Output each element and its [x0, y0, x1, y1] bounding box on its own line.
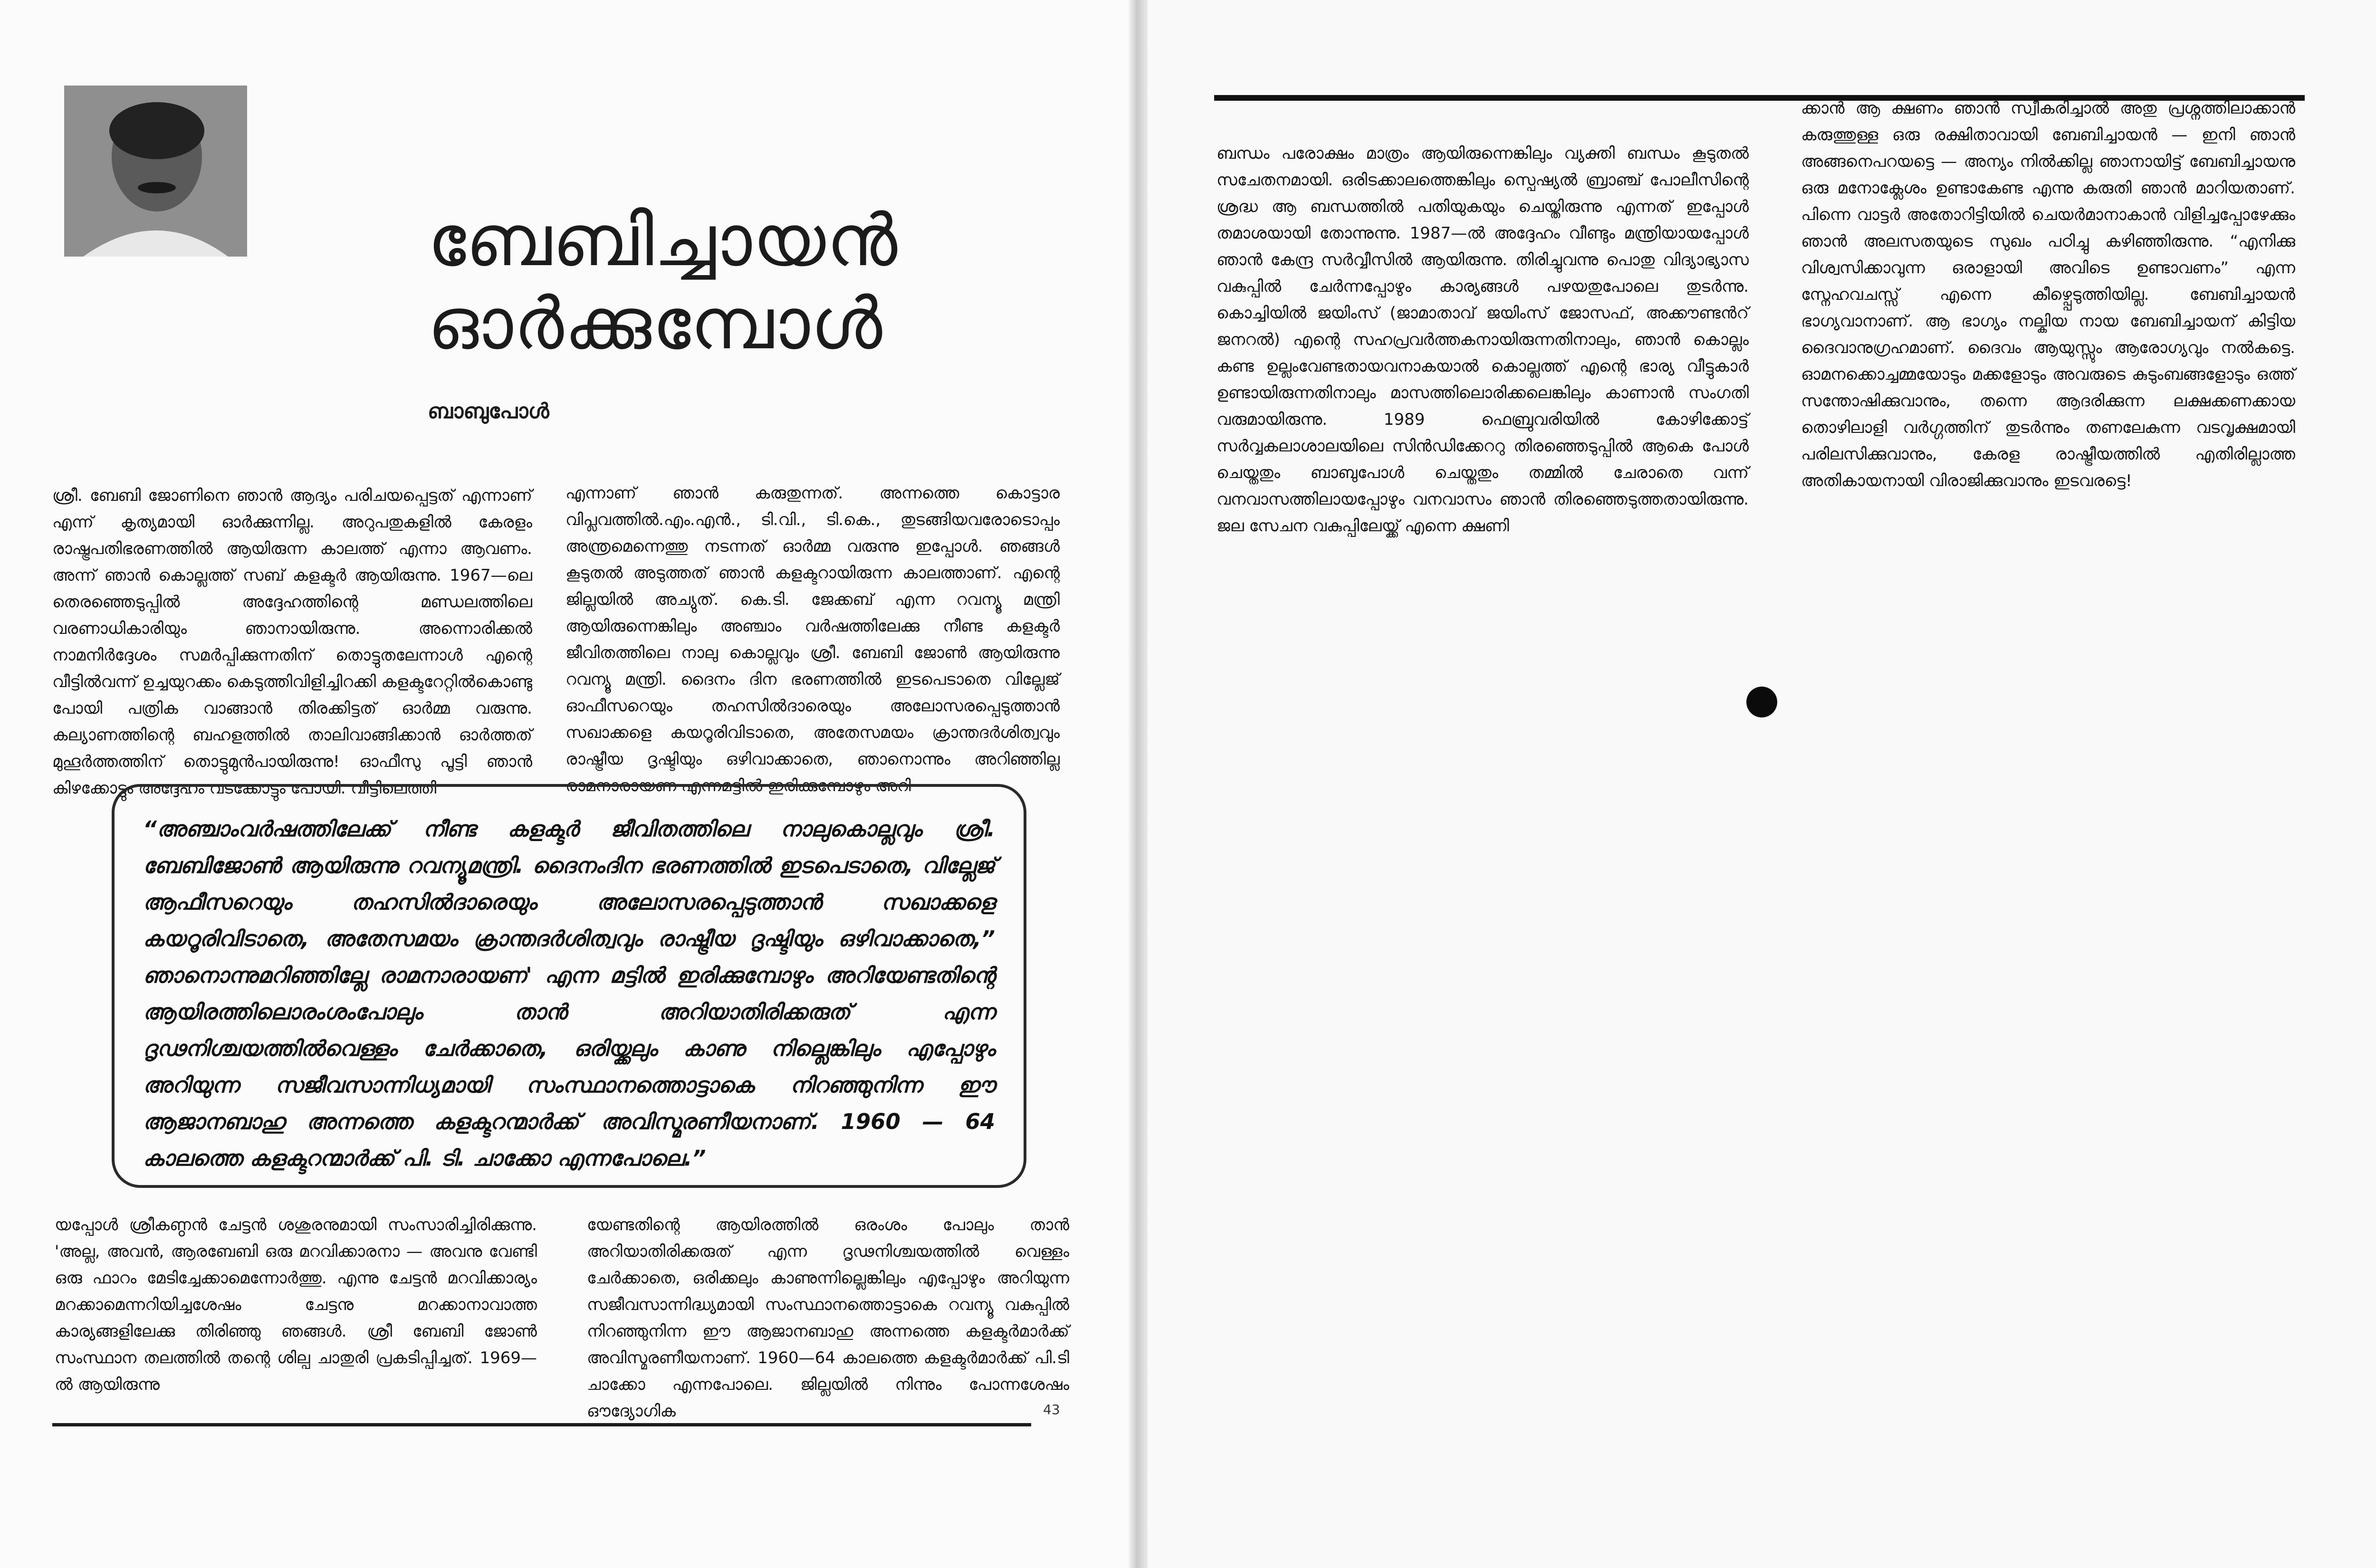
right-column-1 [1217, 140, 1749, 684]
bottom-column-1-text: യപ്പോൾ ശ്രീകണ്ഠൻ ചേട്ടൻ ശശുരനുമായി സംസാരിച്ചിരിക്കുന്നു. 'അല്ല, അവൻ, ആരബേബി ഒരു മറവിക്കാരനാ — അവനു വേണ്ടി ഒരു ഫാറം മേടിച്ചേക്കാമെന്നോർത്തു. എന്നു ചേട്ടൻ മറവിക്കാര്യം മറക്കാമെന്നറിയിച്ചശേഷം ചേട്ടനു മറക്കാനാവാത്ത കാര്യങ്ങളിലേക്കു തിരിഞ്ഞു ഞങ്ങൾ. ശ്രീ ബേബി ജോൺ സംസ്ഥാന തലത്തിൽ തന്റെ ശില്പ ചാതുരി പ്രകടിപ്പിച്ചത്. 1969—ൽ ആയിരുന്നു [55, 1215, 537, 1394]
ink-dot [1746, 687, 1777, 717]
headline-line-2: ഓർക്കുമ്പോൾ [428, 283, 883, 365]
page-number: 43 [1043, 1402, 1060, 1417]
bottom-column-2-text: യേണ്ടതിന്റെ ആയിരത്തിൽ ഒരംശം പോലും താൻ അറിയാതിരിക്കരുത് എന്ന ദൃഢനിശ്ചയത്തിൽ വെള്ളം ചേർക്കാതെ, ഒരിക്കലും കാണുന്നില്ലെങ്കിലും എപ്പോഴും അറിയുന്ന സജീവസാന്നിദ്ധ്യമായി സംസ്ഥാനത്തൊട്ടാകെ റവന്യൂ വകുപ്പിൽ നിറഞ്ഞുനിന്ന ഈ ആജാനബാഹു അന്നത്തെ കളക്ടർമാർക്ക് അവിസ്മരണീയനാണ്. 1960—64 കാലത്തെ കളക്ടർമാർക്ക് പി.ടി ചാക്കോ എന്നപോലെ. ജില്ലയിൽ നിന്നും പോന്നശേഷം ഔദ്യോഗിക [587, 1215, 1069, 1421]
right-column-2 [1801, 95, 2295, 660]
right-column-2-text: ക്കാൻ ആ ക്ഷണം ഞാൻ സ്വീകരിച്ചാൽ അതു പ്രശ്നത്തിലാക്കാൻ കരുത്തുള്ള ഒരു രക്ഷിതാവായി ബേബിച്ചായൻ — ഇനി ഞാൻ അങ്ങനെപറയട്ടെ — അന്യം നിൽക്കില്ല ഞാനായിട്ട് ബേബിച്ചായനു ഒരു മനോക്ലേശം ഉണ്ടാകേണ്ട എന്നു കരുതി ഞാൻ മാറിയതാണ്. പിന്നെ വാട്ടർ അതോറിട്ടിയിൽ ചെയർമാനാകാൻ വിളിച്ചപ്പോഴേക്കും ഞാൻ അലസതയുടെ സുഖം പഠിച്ചു കഴിഞ്ഞിരുന്നു. “എനിക്കു വിശ്വസിക്കാവുന്ന ഒരാളായി അവിടെ ഉണ്ടാവണം” എന്ന സ്നേഹവചസ്സ് എന്നെ കീഴ്പ്പെടുത്തിയില്ല. ബേബിച്ചായൻ ഭാഗ്യവാനാണ്. ആ ഭാഗ്യം നല്കിയ നായ ബേബിച്ചായന് കിട്ടിയ ദൈവാനുഗ്രഹമാണ്. ദൈവം ആയുസ്സും ആരോഗ്യവും നൽകട്ടെ. ഓമനക്കൊച്ചമ്മയോടും മക്കളോടും അവരുടെ കുടുംബങ്ങളോടും ഒത്ത് സന്തോഷിക്കുവാനും, തന്നെ ആദരിക്കുന്ന ലക്ഷക്കണക്കായ തൊഴിലാളി വർഗ്ഗത്തിന് തുടർന്നും തണലേകുന്ന വടവൃക്ഷമായി പരിലസിക്കുവാനും, കേരള രാഷ്ട്രീയത്തിൽ എതിരില്ലാത്ത അതികായനായി വിരാജിക്കുവാനും ഇടവരട്ടെ! [1801, 99, 2295, 490]
right-column-1-text: ബന്ധം പരോക്ഷം മാത്രം ആയിരുന്നെങ്കിലും വ്യക്തി ബന്ധം കൂടുതൽ സചേതനമായി. ഒരിടക്കാലത്തെങ്കിലും സ്പെഷ്യൽ ബ്രാഞ്ച് പോലീസിന്റെ ശ്രദ്ധ ആ ബന്ധത്തിൽ പതിയുകയും ചെയ്തിരുന്നു എന്നത് ഇപ്പോൾ തമാശയായി തോന്നുന്നു. 1987—ൽ അദ്ദേഹം വീണ്ടും മന്ത്രിയായപ്പോൾ ഞാൻ കേന്ദ്ര സർവ്വീസിൽ ആയിരുന്നു. തിരിച്ചുവന്നു പൊതു വിദ്യാഭ്യാസ വകുപ്പിൽ ചേർന്നപ്പോഴും കാര്യങ്ങൾ പഴയതുപോലെ തുടർന്നു. കൊച്ചിയിൽ ജയിംസ് (ജാമാതാവ് ജയിംസ് ജോസഫ്, അക്കൗണ്ടൻറ് ജനറൽ) എന്റെ സഹപ്രവർത്തകനായിരുന്നതിനാലും, ഞാൻ കൊല്ലം കണ്ട ഉല്ലംവേണ്ടതായവനാകയാൽ കൊല്ലത്ത് എന്റെ ഭാര്യ വീട്ടുകാർ ഉണ്ടായിരുന്നതിനാലും മാസത്തിലൊരിക്കലെങ്കിലും കാണാൻ സംഗതി വരുമായിരുന്നു. 1989 ഫെബ്രുവരിയിൽ കോഴിക്കോട്ട് സർവ്വകലാശാലയിലെ സിൻഡിക്കേററു തിരഞ്ഞെടുപ്പിൽ ആകെ പോൾ ചെയ്തതും ബാബുപോൾ ചെയ്തതും തമ്മിൽ ചേരാതെ വന്ന് വനവാസത്തിലായപ്പോഴും വനവാസം ഞാൻ തിരഞ്ഞെടുത്തതായിരുന്നു. ജല സേചന വകുപ്പിലേയ്ക്ക് എന്നെ ക്ഷണി [1217, 144, 1749, 535]
bottom-column-1 [55, 1212, 537, 1402]
pull-quote-box [112, 784, 1026, 1188]
left-column-1 [52, 482, 532, 798]
left-column-2-text: എന്നാണ് ഞാൻ കരുതുന്നത്. അന്നത്തെ കൊട്ടാര വിപ്ലവത്തിൽ.എം.എൻ., ടി.വി., ടി.കെ., തുടങ്ങിയവരോടൊപ്പം അന്ത്രമെന്നെത്തു നടന്നത് ഓർമ്മ വരുന്നു ഇപ്പോൾ. ഞങ്ങൾ കൂടുതൽ അടുത്തത് ഞാൻ കളക്ടറായിരുന്ന കാലത്താണ്. എന്റെ ജില്ലയിൽ അച്യുത്. കെ.ടി. ജേക്കബ് എന്ന റവന്യൂ മന്ത്രി ആയിരുന്നെങ്കിലും അഞ്ചാം വർഷത്തിലേക്കു നീണ്ട കളക്ടർ ജീവിതത്തിലെ നാലു കൊല്ലവും ശ്രീ. ബേബി ജോൺ ആയിരുന്നു റവന്യൂ മന്ത്രി. ദൈനം ദിന ഭരണത്തിൽ ഇടപെടാതെ വില്ലേജ് ഓഫീസറെയും തഹസിൽദാരെയും അലോസരപ്പെടുത്താൻ സഖാക്കളെ കയറൂരിവിടാതെ, അതേസമയം ക്രാന്തദർശിത്വവും രാഷ്ട്രീയ ദൃഷ്ടിയും ഒഴിവാക്കാതെ, ഞാനൊന്നും അറിഞ്ഞില്ല രാമനാരായണ എന്നമട്ടിൽ ഇരിക്കുമ്പോഴും അറി [565, 484, 1060, 795]
author-portrait [64, 86, 247, 257]
left-column-2 [565, 480, 1060, 795]
pull-quote-text: “അഞ്ചാംവർഷത്തിലേക്ക് നീണ്ട കളക്ടർ ജീവിതത്തിലെ നാലുകൊല്ലവും ശ്രീ. ബേബിജോൺ ആയിരുന്നു റവന്യൂമന്ത്രി. ദൈനംദിന ഭരണത്തിൽ ഇടപെടാതെ, വില്ലേജ് ആഫീസറെയും തഹസിൽദാരെയും അലോസരപ്പെടുത്താൻ സഖാക്കളെ കയറൂരിവിടാതെ, അതേസമയം ക്രാന്തദർശിത്വവും രാഷ്ട്രീയ ദൃഷ്ടിയും ഒഴിവാക്കാതെ,” ഞാനൊന്നുമറിഞ്ഞില്ലേ രാമനാരായണ' എന്ന മട്ടിൽ ഇരിക്കുമ്പോഴും അറിയേണ്ടതിന്റെ ആയിരത്തിലൊരംശംപോലും താൻ അറിയാതിരിക്കരുത് എന്ന ദൃഢനിശ്ചയത്തിൽവെള്ളം ചേർക്കാതെ, ഒരിയ്ക്കലും കാണു നില്ലെങ്കിലും എപ്പോഴും അറിയുന്ന സജീവസാന്നിധ്യമായി സംസ്ഥാനത്തൊട്ടാകെ നിറഞ്ഞുനിന്ന ഈ ആജാനബാഹു അന്നത്തെ കളക്ടറന്മാർക്ക് അവിസ്മരണീയനാണ്. 1960 — 64 കാലത്തെ കളക്ടറന്മാർക്ക് പി. ടി. ചാക്കോ എന്നപോലെ.” [143, 816, 995, 1171]
left-column-1-text: ശ്രീ. ബേബി ജോണിനെ ഞാൻ ആദ്യം പരിചയപ്പെട്ടത് എന്നാണ് എന്ന് കൃത്യമായി ഓർക്കുന്നില്ല. അറുപതുകളിൽ കേരളം രാഷ്ട്രപതിഭരണത്തിൽ ആയിരുന്ന കാലത്ത് എന്നാ ആവണം. അന്ന് ഞാൻ കൊല്ലത്ത് സബ് കളക്ടർ ആയിരുന്നു. 1967—ലെ തെരഞ്ഞെടുപ്പിൽ അദ്ദേഹത്തിന്റെ മണ്ഡലത്തിലെ വരണാധികാരിയും ഞാനായിരുന്നു. അന്നൊരിക്കൽ നാമനിർദ്ദേശം സമർപ്പിക്കുന്നതിന് തൊട്ടുതലേന്നാൾ എന്റെ വീട്ടിൽവന്ന് ഉച്ചയുറക്കം കെടുത്തിവിളിച്ചിറക്കി കളക്ടറേറ്റിൽകൊണ്ടു പോയി പത്രിക വാങ്ങാൻ തിരക്കിട്ടത് ഓർമ്മ വരുന്നു. കല്യാണത്തിന്റെ ബഹളത്തിൽ താലിവാങ്ങിക്കാൻ ഓർത്തത് മുഹൂർത്തത്തിന് തൊട്ടുമുൻപായിരുന്നു! ഓഫീസു പൂട്ടി ഞാൻ കിഴക്കോട്ടും അദ്ദേഹം വടക്കോട്ടും പോയി. വീട്ടിലെത്തി [52, 486, 532, 798]
author-byline: ബാബുപോൾ [428, 399, 549, 423]
portrait-illustration [64, 86, 247, 257]
headline-line-1: ബേബിച്ചായൻ [428, 200, 899, 282]
book-gutter [1129, 0, 1148, 1568]
footer-rule [52, 1423, 1031, 1426]
article-headline [428, 200, 1045, 366]
